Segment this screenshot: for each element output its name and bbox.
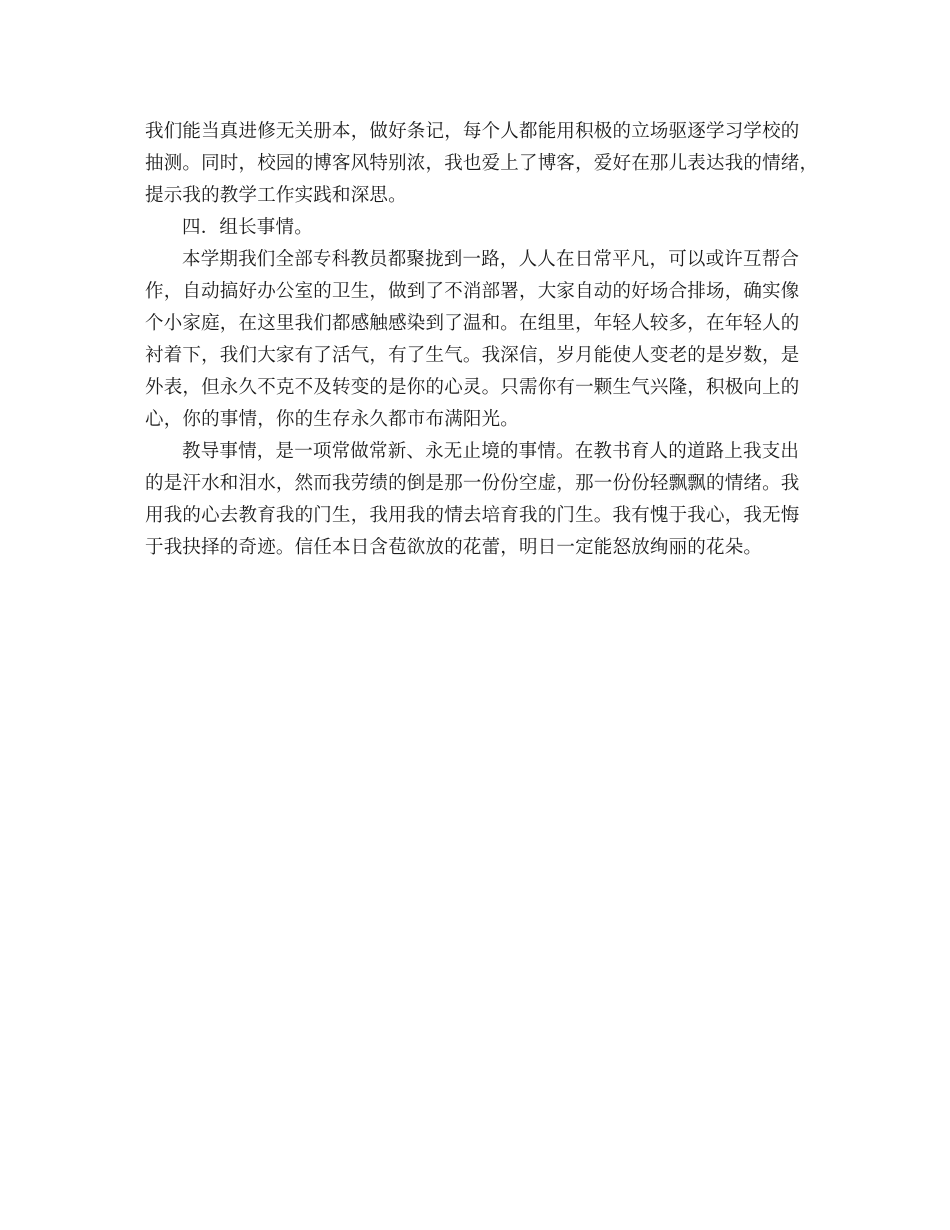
text-line: 教导事情，是一项常做常新、永无止境的事情。在教书育人的道路上我支出: [182, 441, 800, 462]
text-line: 抽测。同时，校园的博客风特别浓，我也爱上了博客，爱好在那儿表达我的情绪，: [145, 153, 819, 174]
text-line: 我们能当真进修无关册本，做好条记，每个人都能用积极的立场驱逐学习学校的: [145, 121, 800, 142]
section-heading: 四．组长事情。: [182, 217, 313, 238]
document-body: [145, 116, 817, 564]
text-line: 个小家庭，在这里我们都感触感染到了温和。在组里，年轻人较多，在年轻人的: [145, 313, 800, 334]
paragraph-study-and-blog: [145, 116, 817, 212]
text-line: 作，自动搞好办公室的卫生，做到了不消部署，大家自动的好场合排场，确实像: [145, 281, 800, 302]
text-line: 的是汗水和泪水，然而我劳绩的倒是那一份份空虚，那一份份轻飘飘的情绪。我: [145, 473, 800, 494]
section-heading-group-leader: [145, 212, 817, 244]
text-line: 心，你的事情，你的生存永久都市布满阳光。: [145, 409, 520, 430]
paragraph-teamwork: [145, 244, 817, 436]
text-line: 提示我的教学工作实践和深思。: [145, 185, 407, 206]
paragraph-teaching-reflection: [145, 436, 817, 564]
text-line: 外表，但永久不克不及转变的是你的心灵。只需你有一颗生气兴隆，积极向上的: [145, 377, 800, 398]
text-line: 于我抉择的奇迹。信任本日含苞欲放的花蕾，明日一定能怒放绚丽的花朵。: [145, 537, 763, 558]
text-line: 本学期我们全部专科教员都聚拢到一路，人人在日常平凡，可以或许互帮合: [182, 249, 800, 270]
text-line: 用我的心去教育我的门生，我用我的情去培育我的门生。我有愧于我心，我无悔: [145, 505, 800, 526]
text-line: 衬着下，我们大家有了活气，有了生气。我深信，岁月能使人变老的是岁数，是: [145, 345, 800, 366]
